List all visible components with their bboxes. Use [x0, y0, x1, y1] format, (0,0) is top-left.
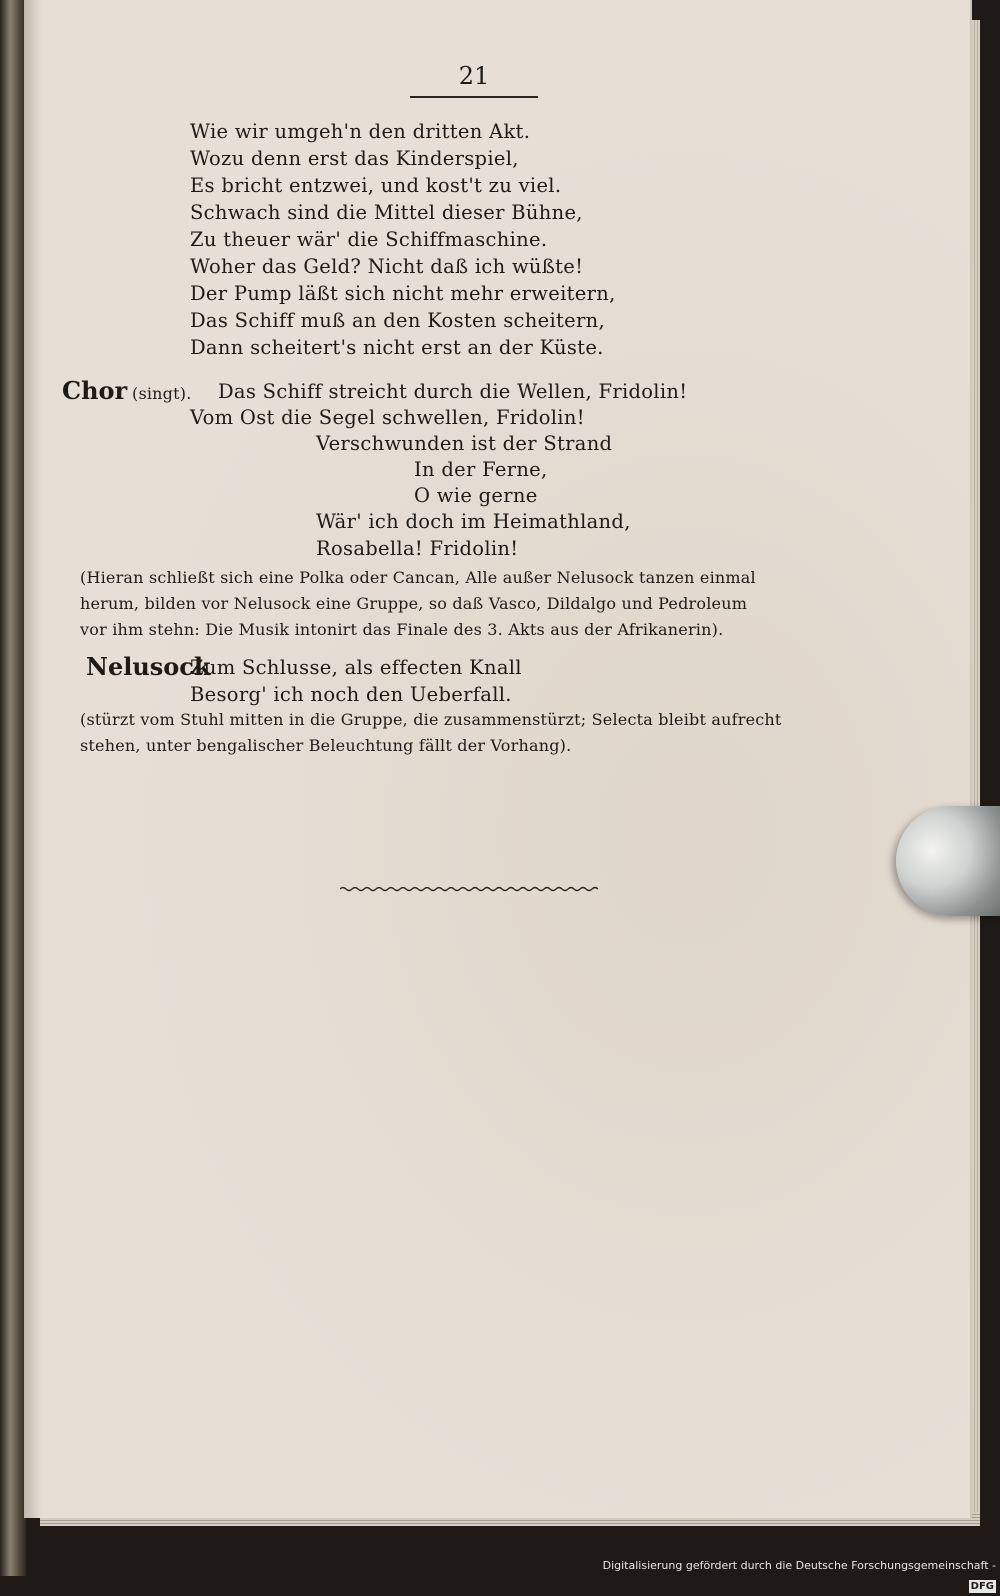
chorus-line: Vom Ost die Segel schwellen, Fridolin! — [190, 406, 585, 429]
verse-line: Wie wir umgeh'n den dritten Akt. — [190, 120, 531, 143]
dfg-logo: DFG — [970, 1581, 994, 1592]
verse-line: Zu theuer wär' die Schiffmaschine. — [190, 228, 548, 251]
chorus-line: Rosabella! Fridolin! — [316, 537, 519, 560]
end-ornament-rule — [340, 884, 600, 894]
verse-line: Woher das Geld? Nicht daß ich wüßte! — [190, 255, 584, 278]
speaker-chor: Chor — [62, 376, 128, 405]
chorus-line: Verschwunden ist der Strand — [316, 432, 613, 455]
book-spine — [0, 0, 26, 1576]
speaker-nelusock: Nelusock — [86, 652, 211, 681]
verse-line: Es bricht entzwei, und kost't zu viel. — [190, 174, 562, 197]
nelusock-line: Besorg' ich noch den Ueberfall. — [190, 683, 512, 706]
nelusock-line: Zum Schlusse, als effecten Knall — [190, 656, 522, 679]
credit-text: Digitalisierung gefördert durch die Deutsche Forschungsgemeinschaft - — [602, 1559, 996, 1572]
chorus-direction: (singt). — [132, 384, 192, 403]
page-number: 21 — [458, 62, 490, 90]
stage-direction-line: vor ihm stehn: Die Musik intonirt das Finale des 3. Akts aus der Afrikanerin). — [80, 620, 724, 639]
verse-line: Das Schiff muß an den Kosten scheitern, — [190, 309, 605, 332]
stage-direction-line: (stürzt vom Stuhl mitten in die Gruppe, die zusammenstürzt; Selecta bleibt aufrecht — [80, 710, 782, 729]
book-page — [24, 0, 972, 1518]
verse-line: Wozu denn erst das Kinderspiel, — [190, 147, 519, 170]
paper-clip — [896, 806, 1000, 916]
verse-line: Schwach sind die Mittel dieser Bühne, — [190, 201, 583, 224]
stage-direction-line: herum, bilden vor Nelusock eine Gruppe, so daß Vasco, Dildalgo und Pedroleum — [80, 594, 748, 613]
digitization-credit — [600, 1556, 1000, 1592]
chorus-line: O wie gerne — [414, 484, 538, 507]
verse-line: Der Pump läßt sich nicht mehr erweitern, — [190, 282, 616, 305]
stage-direction-line: (Hieran schließt sich eine Polka oder Cancan, Alle außer Nelusock tanzen einmal — [80, 568, 756, 587]
chorus-line: In der Ferne, — [414, 458, 548, 481]
stage-direction-line: stehen, unter bengalischer Beleuchtung fällt der Vorhang). — [80, 736, 572, 755]
page-number-rule — [410, 96, 538, 98]
chorus-line: Das Schiff streicht durch die Wellen, Fridolin! — [218, 380, 688, 403]
chorus-line: Wär' ich doch im Heimathland, — [316, 510, 631, 533]
verse-line: Dann scheitert's nicht erst an der Küste. — [190, 336, 604, 359]
